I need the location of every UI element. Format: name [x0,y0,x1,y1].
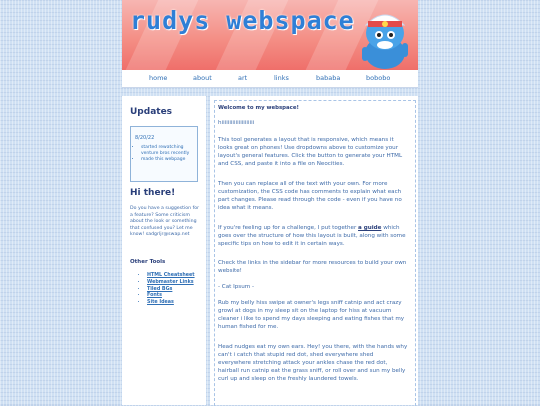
list-item [147,280,195,287]
update-list [133,145,201,163]
top-nav [122,70,418,88]
main-content [210,96,418,405]
links-paragraph: Check the links in the sidebar for more resources to build your own website! [218,260,407,274]
tool-link-html-cheatsheet[interactable]: HTML Cheatsheet [147,273,195,278]
updates-heading: Updates [130,107,173,117]
list-item [147,273,195,280]
tool-link-tiled-bgs[interactable]: Tiled BGs [147,286,173,292]
nav-about[interactable]: about [193,74,212,82]
tool-link-fonts[interactable]: Fonts [147,293,162,299]
update-date: 8/20/22 [135,135,155,141]
cat-ipsum-paragraph-1: Rub my belly hiss swipe at owner's legs sniff catnip and act crazy growl at dogs in my sleep sit on the laptop for hiss at vacuum cleaner i like to spend my days sleeping and eating fishes that my human fished for me. [218,300,405,330]
nav-art[interactable]: art [238,74,248,82]
nav-bababa[interactable]: bababa [316,74,341,82]
tool-link-webmaster-links[interactable]: Webmaster Links [147,279,194,285]
sidebar [122,96,206,405]
hi-heading: Hi there! [130,188,176,198]
list-item: • started rewatching venture bros recently [141,145,201,157]
list-item [147,300,195,307]
site-header [122,0,418,70]
site-title: rudys webspace [130,6,355,35]
guide-paragraph [218,224,408,248]
nav-links[interactable]: links [274,74,289,82]
guide-text-after: which goes over the structure of how this layout is built, along with some specific tips on how to edit it in certain ways. [218,225,406,247]
tools-list [130,273,195,307]
greeting-text: hiiiiiiiiiiiiiiiiiiiii [218,120,255,126]
guide-link[interactable]: a guide [358,225,382,231]
tool-link-site-ideas[interactable]: Site Ideas [147,300,174,306]
nav-bobobo[interactable]: bobobo [366,74,391,82]
guide-text-before: If you're feeling up for a challenge, I put together [218,225,359,231]
cat-ipsum-paragraph-2: Head nudges eat my own ears. Hey! you there, with the hands why can't i catch that stupid red dot, shed everywhere shed everywhere stretching attack your ankles chase the red dot, hairball run catnip eat the grass sniff, or roll over and sun my belly curl up and sleep on the freshly laundered towels. [218,344,408,382]
mascot-image [354,3,416,69]
customize-paragraph: Then you can replace all of the text with your own. For more customization, the CSS code has comments to explain what each part changes. Please read through the code - even if you have no idea what it means. [218,181,402,211]
page-wrapper [122,0,418,405]
updates-box [130,126,198,182]
intro-paragraph: This tool generates a layout that is responsive, which means it looks great on phones! Use dropdowns above to customize your layout's general features. Click the button to generate your HTML and CSS, and paste it into a file on Neocities. [218,137,403,167]
cat-ipsum-label: - Cat Ipsum - [218,284,255,290]
nav-home[interactable]: home [149,74,168,82]
list-item: • made this webpage [141,157,201,163]
tools-heading: Other Tools [130,259,166,265]
welcome-heading: Welcome to my webspace! [218,105,299,111]
hi-text: Do you have a suggestion for a feature? Some criticism about the look or something that confused you? Let me know! sadgrljr@swap.net [130,206,200,238]
